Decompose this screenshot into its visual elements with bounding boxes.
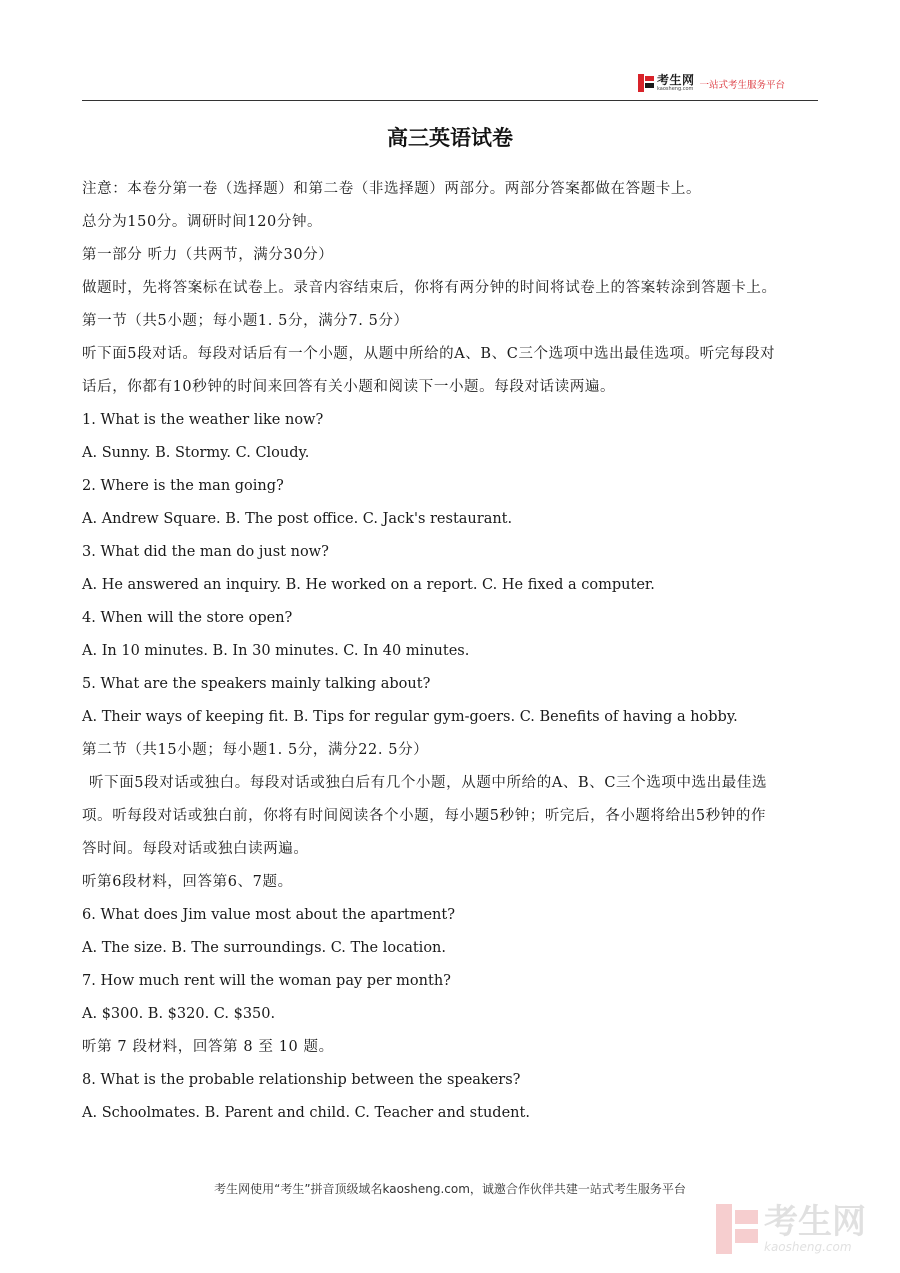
instruction-line: 做题时，先将答案标在试卷上。录音内容结束后，你将有两分钟的时间将试卷上的答案转涂到答题卡上。: [82, 280, 777, 296]
material-6-heading: 听第6段材料，回答第6、7题。: [82, 874, 293, 890]
question-8: 8. What is the probable relationship between the speakers?: [82, 1072, 521, 1088]
watermark-domain: kaosheng.com: [764, 1240, 852, 1254]
watermark-icon: [716, 1204, 758, 1254]
brand-logo-icon: [638, 74, 654, 92]
section-one-instruction-cont: 话后，你都有10秒钟的时间来回答有关小题和阅读下一小题。每段对话读两遍。: [82, 379, 616, 395]
material-7-heading: 听第 7 段材料，回答第 8 至 10 题。: [82, 1039, 334, 1055]
logo-text: [657, 74, 695, 92]
question-3: 3. What did the man do just now?: [82, 544, 329, 560]
page-title: 高三英语试卷: [387, 126, 513, 150]
question-1: 1. What is the weather like now?: [82, 412, 324, 428]
logo-domain: kaosheng.com: [657, 86, 694, 92]
score-time-line: 总分为150分。调研时间120分钟。: [82, 214, 323, 230]
question-8-options: A. Schoolmates. B. Parent and child. C. Teacher and student.: [82, 1105, 530, 1121]
notice-line: 注意：本卷分第一卷（选择题）和第二卷（非选择题）两部分。两部分答案都做在答题卡上。: [82, 181, 702, 197]
question-5: 5. What are the speakers mainly talking about?: [82, 676, 431, 692]
logo-name: 考生网: [657, 73, 695, 87]
header-logo[interactable]: [638, 72, 785, 94]
question-5-options: A. Their ways of keeping fit. B. Tips for regular gym-goers. C. Benefits of having a hobby.: [82, 709, 738, 725]
watermark-name: 考生网: [764, 1202, 866, 1242]
question-4-options: A. In 10 minutes. B. In 30 minutes. C. In 40 minutes.: [82, 643, 470, 659]
section-two-instruction: 听下面5段对话或独白。每段对话或独白后有几个小题，从题中所给的A、B、C三个选项中选出最佳选: [89, 775, 768, 791]
watermark-logo: [716, 1204, 866, 1254]
section-two-instruction-end: 答时间。每段对话或独白读两遍。: [82, 841, 309, 857]
section-two-instruction-cont: 项。听每段对话或独白前，你将有时间阅读各个小题，每小题5秒钟；听完后，各小题将给出5秒钟的作: [82, 808, 767, 824]
question-7: 7. How much rent will the woman pay per month?: [82, 973, 451, 989]
question-3-options: A. He answered an inquiry. B. He worked on a report. C. He fixed a computer.: [82, 577, 655, 593]
watermark-text: [764, 1202, 866, 1254]
exam-content: [82, 173, 820, 1130]
section-two-heading: 第二节（共15小题；每小题1. 5分，满分22. 5分）: [82, 742, 429, 758]
question-2: 2. Where is the man going?: [82, 478, 284, 494]
part-one-heading: 第一部分 听力（共两节，满分30分）: [82, 247, 334, 263]
section-one-heading: 第一节（共5小题；每小题1. 5分，满分7. 5分）: [82, 313, 409, 329]
question-2-options: A. Andrew Square. B. The post office. C. Jack's restaurant.: [82, 511, 513, 527]
question-1-options: A. Sunny. B. Stormy. C. Cloudy.: [82, 445, 310, 461]
header-divider: [82, 100, 818, 101]
section-one-instruction: 听下面5段对话。每段对话后有一个小题，从题中所给的A、B、C三个选项中选出最佳选项。听完每段对: [82, 346, 776, 362]
question-7-options: A. $300. B. $320. C. $350.: [82, 1006, 276, 1022]
question-4: 4. When will the store open?: [82, 610, 293, 626]
question-6-options: A. The size. B. The surroundings. C. The location.: [82, 940, 447, 956]
header-slogan: 一站式考生服务平台: [699, 80, 786, 91]
question-6: 6. What does Jim value most about the apartment?: [82, 907, 455, 923]
footer-text: 考生网使用“考生”拼音顶级域名kaosheng.com，诚邀合作伙伴共建一站式考生服务平台: [214, 1182, 686, 1196]
